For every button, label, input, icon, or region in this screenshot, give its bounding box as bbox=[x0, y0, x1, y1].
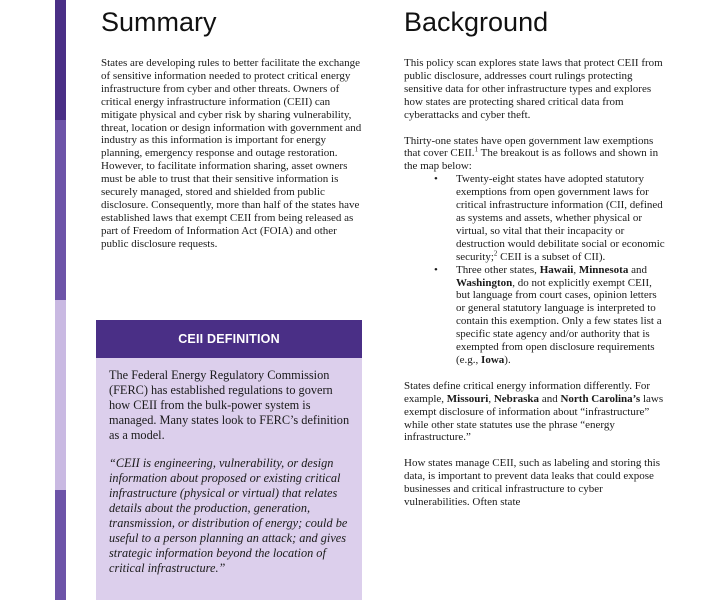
separator-text: and bbox=[628, 263, 647, 276]
definition-body bbox=[96, 358, 362, 576]
summary-column bbox=[101, 0, 363, 251]
sidebar-accent-bar bbox=[55, 0, 66, 600]
state-breakdown-list bbox=[404, 173, 666, 367]
separator-text: ). bbox=[504, 353, 511, 366]
bullet-icon: • bbox=[434, 173, 438, 186]
state-name: Missouri bbox=[446, 392, 489, 405]
bullet-text: Twenty-eight states have adopted statutory exemptions from open government laws for critical infrastructure information (CII, defined as systems and assets, whether physical or virtual, so vital that their incapacity or destruction would debilitate social or economic security; bbox=[456, 173, 665, 263]
state-name: Minnesota bbox=[578, 263, 629, 276]
background-paragraph-exemptions bbox=[404, 135, 666, 174]
separator-text: , bbox=[573, 263, 579, 276]
footnote-ref-1[interactable]: 1 bbox=[474, 145, 479, 154]
background-paragraph-management: How states manage CEII, such as labeling and storing this data, is important to prevent data leaks that could expose businesses and critical infrastructure to cyber vulnerabilities. Often state bbox=[404, 457, 661, 509]
ceii-definition-box bbox=[96, 320, 362, 600]
bullet-text: , do not explicitly exempt CEII, but language from court cases, opinion letters or general statutory language is interpreted to contain this exemption. Only a few states list a specific state agency and/or authority that is exempted from open disclosure requirements (e.g., bbox=[456, 276, 662, 366]
accent-segment-mid-lower bbox=[55, 490, 66, 600]
definitions-text-tail: laws exempt disclosure of information about “infrastructure” while other state statutes use the phrase “energy infrastructure.” bbox=[404, 392, 664, 444]
summary-heading: Summary bbox=[101, 7, 217, 37]
background-column bbox=[404, 0, 666, 509]
bullet-text: Three other states, bbox=[456, 263, 540, 276]
bullet-text-tail: CEII is a subset of CII). bbox=[497, 250, 606, 263]
footnote-ref-2[interactable]: 2 bbox=[493, 249, 498, 258]
exemptions-text-tail: The breakout is as follows and shown in the map below: bbox=[404, 147, 659, 173]
list-item bbox=[404, 173, 666, 263]
state-name: Nebraska bbox=[493, 392, 540, 405]
list-item bbox=[404, 264, 666, 367]
background-paragraph-scope: This policy scan explores state laws that protect CEII from public disclosure, addresses court rulings protecting sensitive data for other infrastructure types and explores how states are protecting shared critical data from cyberattacks and cyber theft. bbox=[404, 57, 663, 121]
accent-segment-mid bbox=[55, 120, 66, 300]
state-name: North Carolina’s bbox=[560, 392, 641, 405]
summary-paragraph: States are developing rules to better facilitate the exchange of sensitive information needed to protect critical energy infrastructure from cyber and other threats. Owners of critical energy infrastructure information (CEII) can mitigate physical and cyber risk by sharing vulnerability, threat, location or design information with government and industry as this information is important for energy planning, emergency response and outage restoration. However, to facilitate information sharing, asset owners must be able to trust that their sensitive information is securely managed, stored and shielded from public disclosure. Consequently, more than half of the states have established laws that exempt CEII from being released as part of Freedom of Information Act (FOIA) and other public disclosure requests. bbox=[101, 57, 362, 250]
state-name: Hawaii bbox=[539, 263, 574, 276]
background-paragraph-definitions bbox=[404, 380, 666, 445]
definitions-text: States define critical energy information differently. For example, bbox=[404, 379, 650, 405]
bullet-icon: • bbox=[434, 263, 438, 276]
separator-text: , bbox=[488, 392, 494, 405]
background-heading: Background bbox=[404, 7, 549, 37]
accent-segment-dark bbox=[55, 0, 66, 120]
exemptions-text: Thirty-one states have open government law exemptions that cover CEII. bbox=[404, 134, 654, 160]
definition-intro: The Federal Energy Regulatory Commission (FERC) has established regulations to govern how CEII from the bulk-power system is managed. Many states look to FERC’s definition as a model. bbox=[109, 368, 350, 442]
definition-heading: CEII DEFINITION bbox=[96, 320, 362, 358]
state-name: Iowa bbox=[481, 353, 505, 366]
state-name: Washington bbox=[456, 276, 513, 289]
definition-quote: “CEII is engineering, vulnerability, or design information about proposed or existing critical infrastructure (physical or virtual) that relates details about the production, generation, transmission, or distribution of energy; could be useful to a person planning an attack; and gives strategic information beyond the location of critical infrastructure.” bbox=[109, 456, 348, 575]
accent-segment-light bbox=[55, 300, 66, 490]
separator-text: and bbox=[539, 392, 561, 405]
